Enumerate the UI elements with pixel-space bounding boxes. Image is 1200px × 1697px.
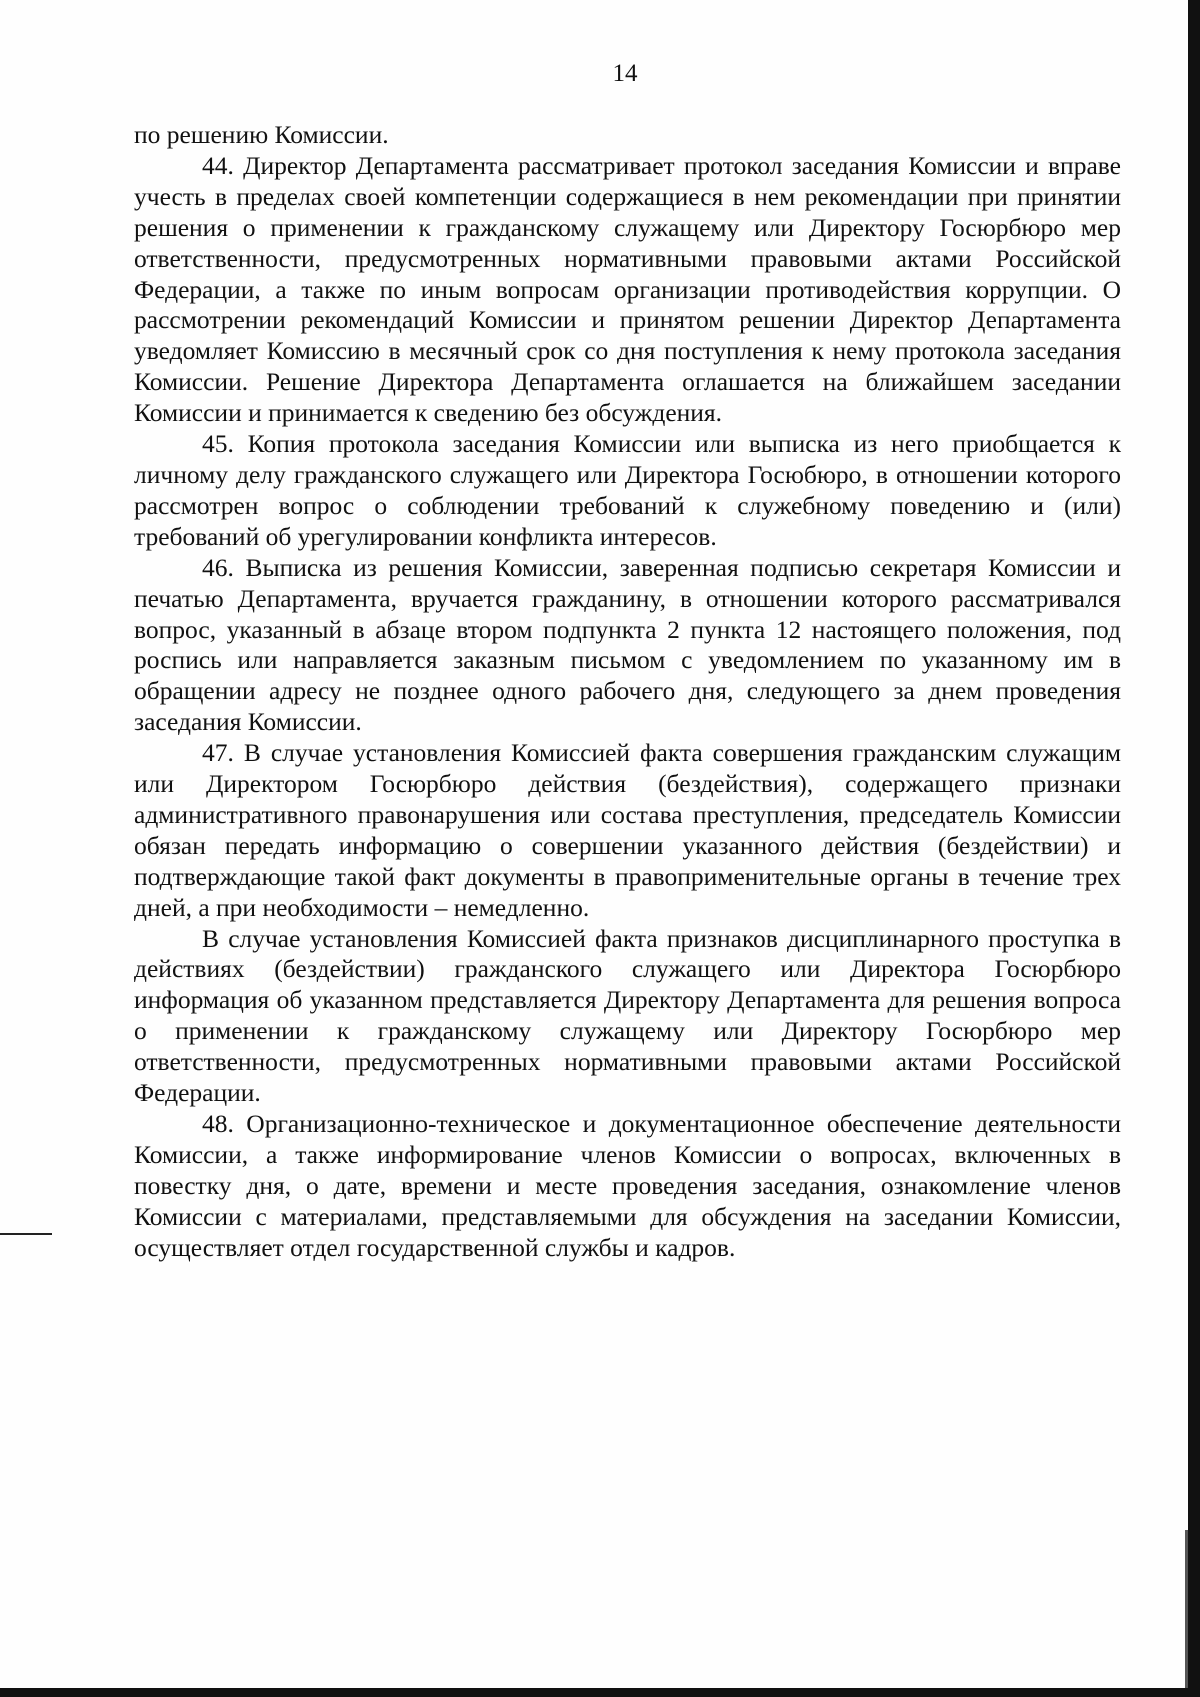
paragraph-46: 46. Выписка из решения Комиссии, заверенная подписью секретаря Комиссии и печатью Департамента, вручается гражданину, в отношении которого рассматривался вопрос, указанный в абзаце втором подпункта 2 пункта 12 настоящего положения, под роспись или направляется заказным письмом с уведомлением по указанному им в обращении адресу не позднее одного рабочего дня, следующего за днем проведения заседания Комиссии.: [134, 552, 1121, 737]
page-number: 14: [612, 60, 638, 87]
scan-edge-bottom: [0, 1688, 1200, 1697]
paragraph-48: 48. Организационно-техническое и документационное обеспечение деятельности Комиссии, а также информирование членов Комиссии о вопросах, включенных в повестку дня, о дате, времени и месте проведения заседания, ознакомление членов Комиссии с материалами, представляемыми для обсуждения на заседании Комиссии, осуществляет отдел государственной службы и кадров.: [134, 1109, 1121, 1262]
scan-margin-mark: [0, 1233, 52, 1235]
scan-edge-right: [1188, 0, 1200, 1697]
document-body: [134, 120, 1121, 1264]
paragraph-44: 44. Директор Департамента рассматривает протокол заседания Комиссии и вправе учесть в пределах своей компетенции содержащиеся в нем рекомендации при принятии решения о применении к гражданскому служащему или Директору Госюрбюро мер ответственности, предусмотренных нормативными правовыми актами Российской Федерации, а также по иным вопросам организации противодействия коррупции. О рассмотрении рекомендаций Комиссии и принятом решении Директор Департамента уведомляет Комиссию в месячный срок со дня поступления к нему протокола заседания Комиссии. Решение Директора Департамента оглашается на ближайшем заседании Комиссии и принимается к сведению без обсуждения.: [134, 150, 1121, 428]
paragraph-continuation: по решению Комиссии.: [134, 120, 389, 149]
paragraph-47-second: В случае установления Комиссией факта признаков дисциплинарного проступка в действиях (бездействии) гражданского служащего или Директора Госюрбюро информация об указанном представляется Директору Департамента для решения вопроса о применении к гражданскому служащему или Директору Госюрбюро мер ответственности, предусмотренных нормативными правовыми актами Российской Федерации.: [134, 923, 1121, 1108]
paragraph-47: 47. В случае установления Комиссией факта совершения гражданским служащим или Директором Госюрбюро действия (бездействия), содержащего признаки административного правонарушения или состава преступления, председатель Комиссии обязан передать информацию о совершении указанного действия (бездействии) и подтверждающие такой факт документы в правоприменительные органы в течение трех дней, а при необходимости – немедленно.: [134, 738, 1121, 922]
paragraph-45: 45. Копия протокола заседания Комиссии или выписка из него приобщается к личному делу гражданского служащего или Директора Госюбюро, в отношении которого рассмотрен вопрос о соблюдении требований к служебному поведению и (или) требований об урегулировании конфликта интересов.: [134, 429, 1121, 551]
